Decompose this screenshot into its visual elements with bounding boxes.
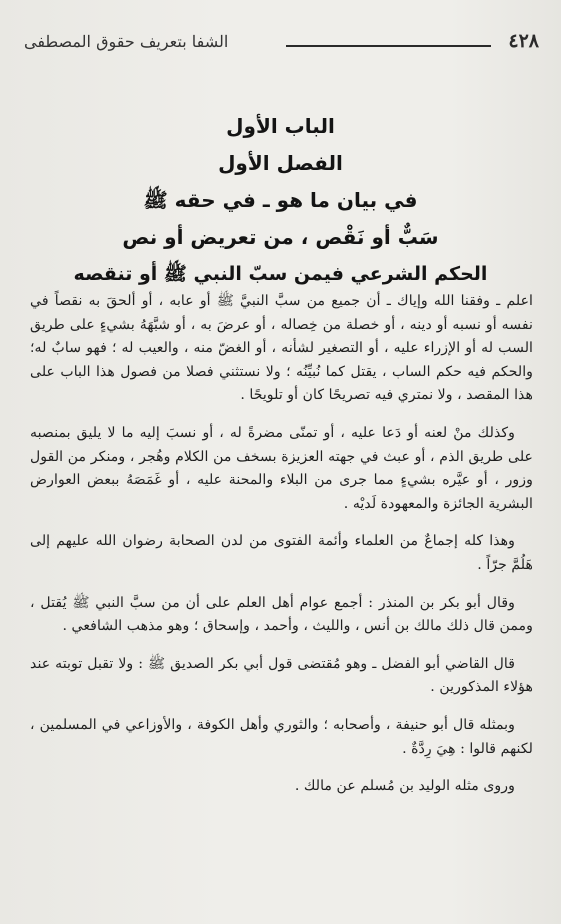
section-title: الفصل الأول [218,151,343,175]
page-number: ٤٢٨ [508,30,539,52]
chapter-title: الباب الأول [226,114,335,138]
paragraph: وروى مثله الوليد بن مُسلم عن مالك . [294,778,515,795]
paragraph: قال القاضي أبو الفضل ـ وهو مُقتضى قول أبي بكر الصديق ﷺ : ولا تقبل توبته عند هؤلاء المذكورين . [30,655,533,696]
section-subtitle-2: سَبٌّ أو نَقْص ، من تعريض أو نص [122,225,439,249]
header-rule [286,45,491,47]
paragraph: وقال أبو بكر بن المنذر : أجمع عوام أهل العلم على أن من سبَّ النبي ﷺ يُقتل ، وممن قال ذلك مالك بن أنس ، والليث ، وأحمد ، وإسحاق ؛ وهو مذهب الشافعي . [30,594,533,635]
body-text [30,290,533,813]
paragraph: وكذلك منْ لعنه أو دَعا عليه ، أو تمنّى مضرةً له ، أو نسبَ إليه ما لا يليق بمنصبه على طريق الذم ، أو عبث في جهته العزيزة بسخف من الكلام وهُجر ، ومنكر من القول وزور ، أو عيَّره بشيءٍ مما جرى من البلاء والمحنة عليه ، أو غَمَصَهُ ببعض العوارض البشرية الجائزة والمعهودة لَديْه . [30,424,533,512]
paragraph: وبمثله قال أبو حنيفة ، وأصحابه ؛ والثوري وأهل الكوفة ، والأوزاعي في المسلمين ، لكنهم قالوا : هِيَ رِدَّةٌ . [30,716,533,757]
paragraph: اعلم ـ وفقنا الله وإياك ـ أن جميع من سبَّ النبيَّ ﷺ أو عابه ، أو ألحقَ به نقصاً في نفسه أو نسبه أو دينه ، أو خصلة من خِصاله ، أو عرضَ به ، أو شبَّهَهُ بشيءٍ على طريق السب له أو الإزراء عليه ، أو التصغير لشأنه ، أو الغضّ منه ، والعيب له ؛ فهو سابٌ له؛ والحكم فيه حكم الساب ، يقتل كما نُبيِّنُه ؛ ولا نستثني فصلا من فصول هذا الباب على هذا المقصد ، ولا نمتري فيه تصريحًا كان أو تلويحًا . [30,293,533,404]
paragraph: وهذا كله إجماعٌ من العلماء وأئمة الفتوى من لدن الصحابة رضوان الله عليهم إلى هَلُمَّ جرّاً . [30,533,533,573]
chapter-headings [60,108,501,293]
book-title: الشفا بتعريف حقوق المصطفى [24,32,229,51]
section-subtitle: في بيان ما هو ـ في حقه ﷺ [143,188,418,212]
running-header [24,28,539,58]
ruling-heading: الحكم الشرعي فيمن سبّ النبي ﷺ أو تنقصه [73,263,488,285]
